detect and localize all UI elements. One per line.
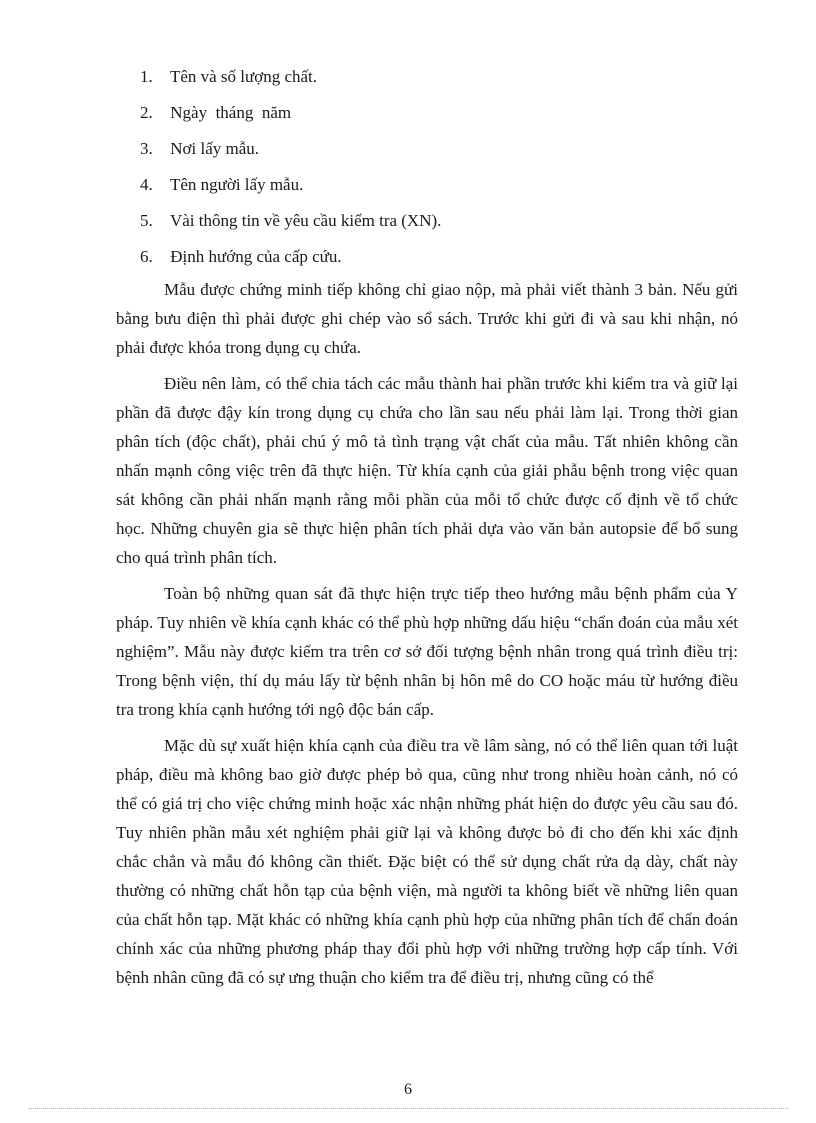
list-item — [140, 168, 441, 202]
list-item-number: 6. — [140, 247, 153, 266]
list-item-text: Định hướng của cấp cứu. — [170, 247, 342, 266]
list-item-text: Vài thông tin về yêu cầu kiểm tra (XN). — [169, 211, 442, 230]
list-item-text: Tên người lấy mẫu. — [169, 175, 304, 194]
paragraph: Mặc dù sự xuất hiện khía cạnh của điều tra về lâm sàng, nó có thể liên quan tới luật pháp, điều mà không bao giờ được phép bỏ qua, cũng như trong nhiều hoàn cảnh, nó có thể có giá trị cho việc chứng minh hoặc xác nhận những phát hiện do được yêu cầu sau đó. Tuy nhiên phần mẫu xét nghiệm phải giữ lại và không được bỏ đi cho đến khi xác định chắc chắn và mẫu đó không cần thiết. Đặc biệt có thể sử dụng chất rửa dạ dày, chất này thường có những chất hỗn tạp của bệnh viện, mà người ta không biết về những liên quan của chất hỗn tạp. Mặt khác có những khía cạnh phù hợp của những phân tích để chẩn đoán chính xác của những phương pháp thay đổi phù hợp với những trường hợp cấp tính. Với bệnh nhân cũng đã có sự ưng thuận cho kiểm tra để điều trị, nhưng cũng có thể — [116, 736, 738, 987]
list-item-number: 3. — [140, 139, 153, 158]
footer-divider — [28, 1108, 788, 1109]
list-item-number: 5. — [140, 211, 153, 230]
list-item-number: 1. — [140, 67, 153, 86]
list-item-text: Tên và số lượng chất. — [169, 67, 318, 86]
list-item — [140, 240, 441, 274]
list-item — [140, 96, 441, 130]
numbered-list — [140, 60, 441, 276]
paragraph: Toàn bộ những quan sát đã thực hiện trực tiếp theo hướng mẫu bệnh phẩm của Y pháp. Tuy nhiên về khía cạnh khác có thể phù hợp những dấu hiệu “chẩn đoán của mẫu xét nghiệm”. Mẫu này được kiểm tra trên cơ sở đối tượng bệnh nhân trong quá trình điều trị: Trong bệnh viện, thí dụ máu lấy từ bệnh nhân bị hôn mê do CO hoặc máu từ hướng điều tra trong khía cạnh hướng tới ngộ độc bán cấp. — [116, 584, 738, 719]
list-item — [140, 132, 441, 166]
list-item — [140, 60, 441, 94]
list-item-number: 4. — [140, 175, 153, 194]
list-item-text: Nơi lấy mẫu. — [170, 139, 260, 158]
paragraph: Điều nên làm, có thể chia tách các mẫu thành hai phần trước khi kiểm tra và giữ lại phần đã được đậy kín trong dụng cụ chứa cho lần sau nếu phải làm lại. Trong thời gian phân tích (độc chất), phải chú ý mô tả tình trạng vật chất của mẫu. Tất nhiên không cần nhấn mạnh công việc trên đã thực hiện. Từ khía cạnh của giải phẫu bệnh trong việc quan sát không cần phải nhấn mạnh rằng mỗi phần của mỗi tổ chức được cố định về tổ chức học. Những chuyên gia sẽ thực hiện phân tích phải dựa vào văn bản autopsie để bổ sung cho quá trình phân tích. — [116, 374, 738, 567]
page-number: 6 — [404, 1081, 412, 1098]
list-item-text: Ngày tháng năm — [170, 103, 292, 122]
body-text — [116, 275, 738, 999]
paragraph: Mẫu được chứng minh tiếp không chỉ giao nộp, mà phải viết thành 3 bản. Nếu gửi bằng bưu điện thì phải được ghi chép vào sổ sách. Trước khi gửi đi và sau khi nhận, nó phải được khóa trong dụng cụ chứa. — [116, 280, 738, 357]
list-item — [140, 204, 441, 238]
list-item-number: 2. — [140, 103, 153, 122]
